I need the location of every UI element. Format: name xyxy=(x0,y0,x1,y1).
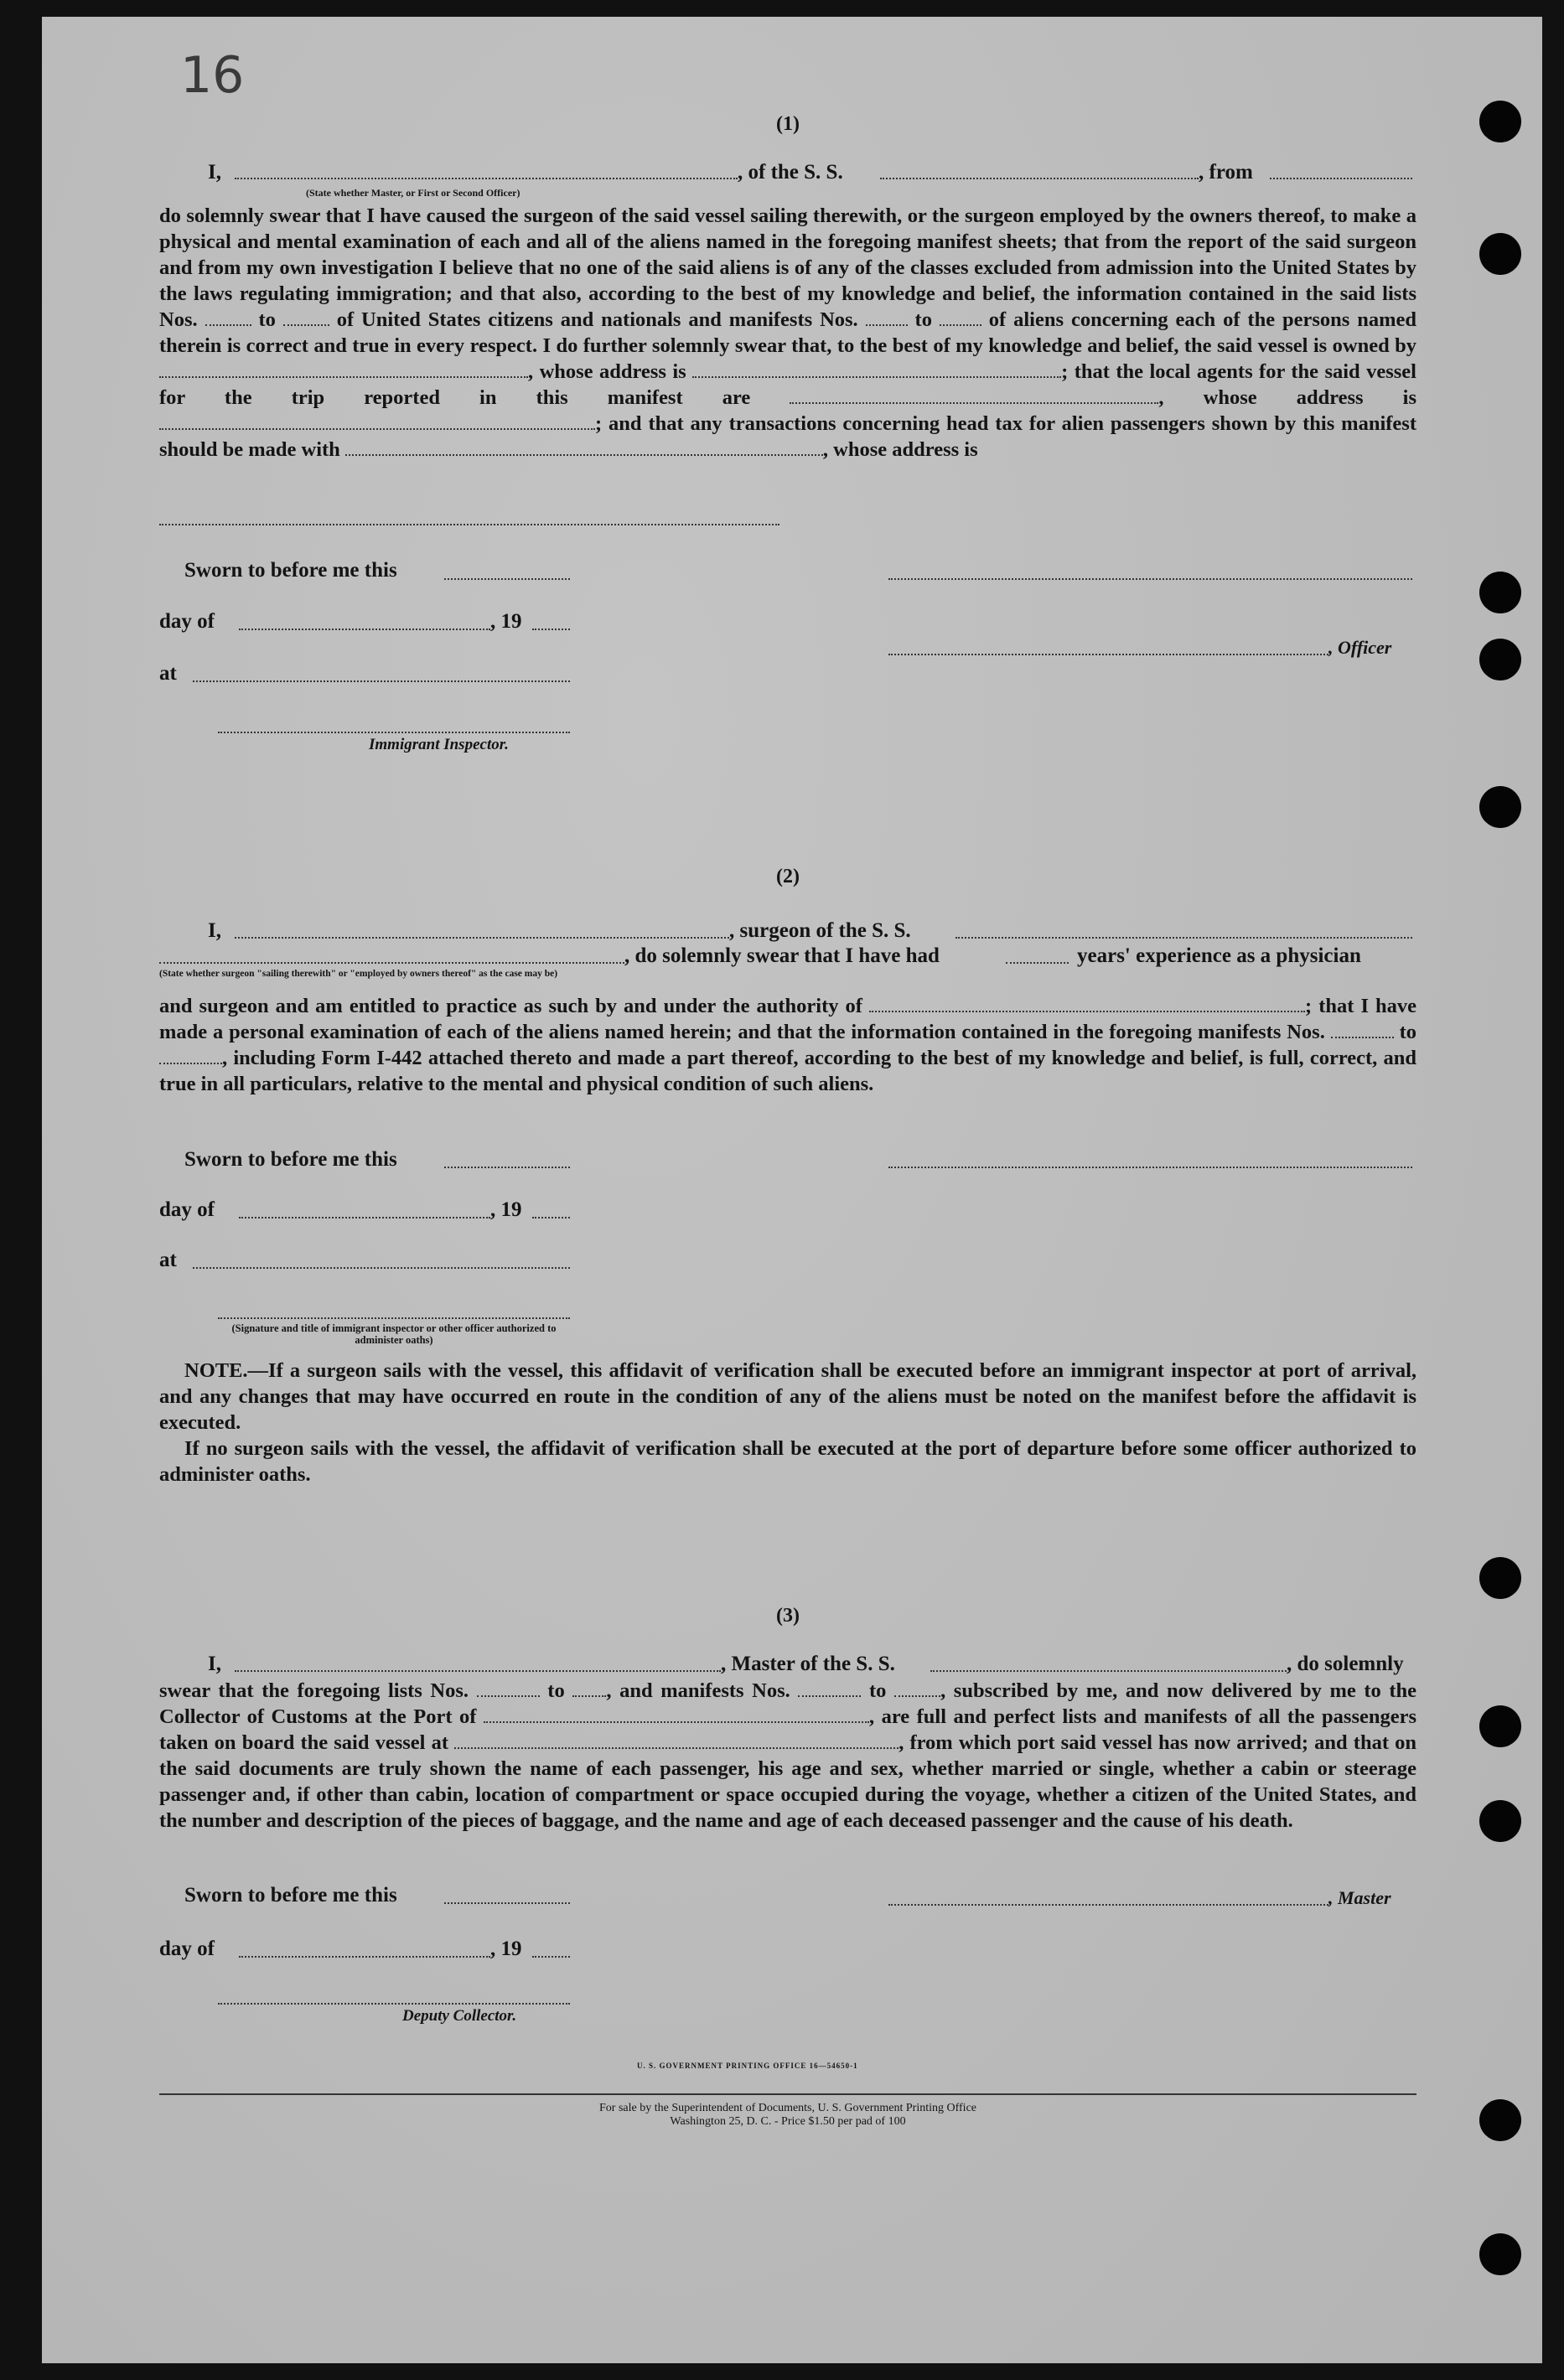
sec1-owner-address-field[interactable] xyxy=(692,361,1061,378)
sec3-collector-signature-field[interactable] xyxy=(218,2003,570,2005)
sec1-local-agents-text: ; that the local agents for the said vessel for the trip reported in this manifest are xyxy=(159,360,1416,409)
sec2-signature-field[interactable] xyxy=(888,1167,1412,1168)
sec1-to-text: to xyxy=(914,308,932,331)
sec1-day-field[interactable] xyxy=(239,629,490,630)
sec2-at-label: at xyxy=(159,1249,177,1271)
sec3-manifest-to-field[interactable] xyxy=(894,1680,940,1697)
sec1-manifest-from-field[interactable] xyxy=(866,309,908,326)
sec3-day-field[interactable] xyxy=(239,1956,490,1958)
sec2-note-paragraph-2 xyxy=(159,1436,1416,1488)
section-3-heading: (3) xyxy=(776,1605,800,1627)
sec1-vessel-field[interactable] xyxy=(880,178,1199,179)
sec1-sworn-label: Sworn to before me this xyxy=(184,559,397,582)
sec2-note-text: NOTE.—If a surgeon sails with the vessel, this affidavit of verification shall be executed before an immigrant inspector at port of arrival, and any changes that may have occurred en route in the condition of any of the aliens must be noted on the manifest before the affidavit is executed. xyxy=(159,1359,1416,1434)
sec3-do-solemnly-label: , do solemnly xyxy=(1287,1653,1404,1675)
sec1-year-label: , 19 xyxy=(490,610,522,633)
sec3-port-field[interactable] xyxy=(484,1706,869,1723)
sec1-from-label: , from xyxy=(1199,161,1253,184)
sec3-manifest-from-field[interactable] xyxy=(798,1680,861,1697)
sec3-master-label: , Master xyxy=(1328,1887,1391,1908)
punch-hole xyxy=(1479,101,1521,142)
punch-hole xyxy=(1479,1557,1521,1599)
sec3-sworn-field[interactable] xyxy=(444,1902,570,1904)
sec3-sworn-label: Sworn to before me this xyxy=(184,1884,397,1907)
sec3-oath-paragraph xyxy=(159,1678,1416,1834)
footer-sale-line-2: Washington 25, D. C. - Price $1.50 per pad of 100 xyxy=(670,2115,906,2128)
sec1-officer-name-field[interactable] xyxy=(235,178,738,179)
sec1-lists-to-field[interactable] xyxy=(283,309,329,326)
sec1-i-label: I, xyxy=(208,161,221,184)
sec2-signature-caption: (Signature and title of immigrant inspector or other officer authorized to administer oaths) xyxy=(231,1322,557,1346)
sec1-aliens-text: of aliens concerning each of the persons named therein is correct and true in every respect. I do further solemnly swear that, to the best of my knowledge and belief, the said vessel is owned by xyxy=(159,308,1417,357)
sec1-body-text: do solemnly swear that I have caused the surgeon of the said vessel sailing therewith, or the surgeon employed by the owners thereof, to make a physical and mental examination of each and all of the aliens named in the foregoing manifest sheets; that from the report of the said surgeon and from my own investigation I believe that no one of the said aliens is of any of the classes excluded from admission into the United States by the laws regulating immigration; and that also, according to the best of my knowledge and belief, the information contained in the said lists Nos. xyxy=(159,204,1416,331)
sec2-surgeon-name-field[interactable] xyxy=(235,937,729,939)
sec1-officer-signature-field[interactable] xyxy=(888,578,1412,580)
sec1-owner-field[interactable] xyxy=(159,361,528,378)
sec2-day-of-label: day of xyxy=(159,1198,215,1221)
sec2-oath-paragraph xyxy=(159,993,1416,1097)
punch-hole xyxy=(1479,1800,1521,1842)
sec1-officer-label: , Officer xyxy=(1328,637,1392,658)
sec1-officer-title-field[interactable] xyxy=(888,654,1328,655)
sec1-whose-address-text: , whose address is xyxy=(528,360,686,383)
sec3-to-text-2: to xyxy=(869,1679,887,1702)
sec1-at-label: at xyxy=(159,662,177,685)
sec1-sworn-field[interactable] xyxy=(444,578,570,580)
sec3-lists-from-field[interactable] xyxy=(477,1680,540,1697)
sec2-years-field[interactable] xyxy=(1006,962,1069,964)
sec2-years-label: years' experience as a physician xyxy=(1077,944,1361,967)
section-1-heading: (1) xyxy=(776,113,800,135)
sec3-body-text-2: , subscribed by me, and now delivered by me to the Collector of Customs at the Port of xyxy=(159,1679,1417,1728)
sec3-day-of-label: day of xyxy=(159,1938,215,1960)
sec1-lists-from-field[interactable] xyxy=(205,309,251,326)
sec2-status-caption: (State whether surgeon "sailing therewith" or "employed by owners thereof" as the case may be) xyxy=(159,969,558,979)
sec3-and-manifests-text: , and manifests Nos. xyxy=(606,1679,790,1702)
sec3-lists-to-field[interactable] xyxy=(572,1680,606,1697)
sec1-officer-caption: (State whether Master, or First or Second Officer) xyxy=(306,187,520,199)
sec2-body-text-1: and surgeon and am entitled to practice as such by and under the authority of xyxy=(159,995,862,1017)
sec3-master-signature-field[interactable] xyxy=(888,1904,1328,1906)
sec3-i-label: I, xyxy=(208,1653,221,1675)
sec1-of-ss-label: , of the S. S. xyxy=(738,161,843,184)
sec2-year-label: , 19 xyxy=(490,1198,522,1221)
handwritten-corner-mark: 16 xyxy=(180,46,245,105)
sec1-manifest-to-field[interactable] xyxy=(940,309,981,326)
sec2-year-field[interactable] xyxy=(532,1217,570,1218)
printing-office-line: U. S. GOVERNMENT PRINTING OFFICE 16—54650-1 xyxy=(637,2062,858,2070)
sec2-to-text: to xyxy=(1399,1021,1416,1043)
sec1-whose-address-text-3: , whose address is xyxy=(822,438,978,461)
punch-hole xyxy=(1479,2233,1521,2275)
sec3-master-name-field[interactable] xyxy=(235,1670,721,1672)
sec3-collector-label: Deputy Collector. xyxy=(402,2007,517,2025)
punch-hole xyxy=(1479,233,1521,275)
sec2-vessel-field[interactable] xyxy=(955,937,1412,939)
punch-hole xyxy=(1479,639,1521,680)
footer-sale-line-1: For sale by the Superintendent of Documents, U. S. Government Printing Office xyxy=(599,2102,976,2114)
punch-hole xyxy=(1479,2099,1521,2141)
punch-hole xyxy=(1479,572,1521,613)
sec2-surgeon-status-field[interactable] xyxy=(159,962,624,964)
sec1-to-text: to xyxy=(258,308,276,331)
sec3-year-label: , 19 xyxy=(490,1938,522,1960)
sec1-at-field[interactable] xyxy=(193,680,570,682)
sec3-body-text-1: swear that the foregoing lists Nos. xyxy=(159,1679,469,1702)
sec2-body-text-2: ; that I have made a personal examination of each of the aliens named herein; and that the information contained in the foregoing manifests Nos. xyxy=(159,995,1417,1043)
sec1-year-field[interactable] xyxy=(532,629,570,630)
sec1-whose-address-text-2: whose address is xyxy=(1203,386,1417,409)
sec1-agents-address-field[interactable] xyxy=(159,413,595,430)
sec2-body-text-3: , including Form I-442 attached thereto and made a part thereof, according to the best of my knowledge and belief, is full, correct, and true in all particulars, relative to the mental and physical condition of such aliens. xyxy=(159,1047,1416,1095)
sec2-sworn-label: Sworn to before me this xyxy=(184,1148,397,1171)
punch-hole xyxy=(1479,1705,1521,1747)
sec2-note-paragraph xyxy=(159,1358,1416,1436)
sec3-vessel-field[interactable] xyxy=(930,1670,1287,1672)
section-2-heading: (2) xyxy=(776,866,800,887)
sec2-at-field[interactable] xyxy=(193,1267,570,1269)
sec2-sworn-field[interactable] xyxy=(444,1167,570,1168)
sec2-day-field[interactable] xyxy=(239,1217,490,1218)
sec2-inspector-signature-field[interactable] xyxy=(218,1317,570,1319)
sec1-head-tax-field[interactable] xyxy=(345,439,823,456)
footer-rule xyxy=(159,2093,1416,2095)
punch-hole xyxy=(1479,786,1521,828)
sec3-year-field[interactable] xyxy=(532,1956,570,1958)
sec1-inspector-label: Immigrant Inspector. xyxy=(369,736,509,753)
sec1-agents-field[interactable] xyxy=(790,387,1158,404)
sec1-inspector-signature-field[interactable] xyxy=(218,732,570,733)
sec3-embark-port-field[interactable] xyxy=(454,1732,899,1749)
sec1-oath-paragraph: do solemnly swear that I have caused the surgeon of the said vessel sailing therewith, or the surgeon employed by the owners thereof, to make a physical and mental examination of each and all of the aliens named in the foregoing manifest sheets; that from the report of the said surgeon and from my own investigation I believe that no one of the said aliens is of any of the classes excluded from admission into the United States by the laws regulating immigration; and that also, according to the best of my knowledge and belief, the information contained in the said lists Nos. to of United States citizens and nationals and manifests Nos. to of aliens concerning each of the persons named therein is correct and true in every respect. I do further solemnly swear that, to the best of my knowledge and belief, the said vessel is owned by , whose address is ; that the local agents for the said vessel for the trip reported in this manifest are , whose address is ; and that any transactions concerning head tax for alien passengers shown by this manifest should be made with , whose address is xyxy=(159,204,1417,461)
sec2-authority-field[interactable] xyxy=(869,996,1305,1012)
sec1-citizens-text: of United States citizens and nationals and manifests Nos. xyxy=(336,308,858,331)
sec1-head-tax-address-field[interactable] xyxy=(159,524,779,525)
sec2-i-label: I, xyxy=(208,919,221,942)
sec2-surgeon-of-label: , surgeon of the S. S. xyxy=(729,919,911,942)
sec2-manifest-to-field[interactable] xyxy=(159,1048,222,1064)
document-sheet xyxy=(42,17,1542,2363)
sec2-note-text-2: If no surgeon sails with the vessel, the affidavit of verification shall be executed at the port of departure before some officer authorized to administer oaths. xyxy=(159,1437,1416,1486)
sec3-body-text-4: , from which port said vessel has now arrived; and that on the said documents are truly shown the name of each passenger, his age and sex, whether married or single, whether a cabin or steerage passenger and, if other than cabin, location of compartment or space occupied during the voyage, whether a citizen of the United States, and the number and description of the pieces of baggage, and the name and age of each deceased passenger and the cause of his death. xyxy=(159,1731,1416,1832)
sec1-head-tax-text: ; and that any transactions concerning head tax for alien passengers shown by this manifest should be made with xyxy=(159,412,1416,461)
sec3-body-text-3: , are full and perfect lists and manifests of all the passengers taken on board the said vessel at xyxy=(159,1705,1417,1754)
sec3-to-text: to xyxy=(547,1679,565,1702)
sec2-do-swear-label: , do solemnly swear that I have had xyxy=(624,944,940,967)
sec1-day-of-label: day of xyxy=(159,610,215,633)
sec3-master-of-label: , Master of the S. S. xyxy=(721,1653,895,1675)
sec2-manifest-from-field[interactable] xyxy=(1331,1022,1394,1038)
sec1-from-field[interactable] xyxy=(1270,178,1412,179)
